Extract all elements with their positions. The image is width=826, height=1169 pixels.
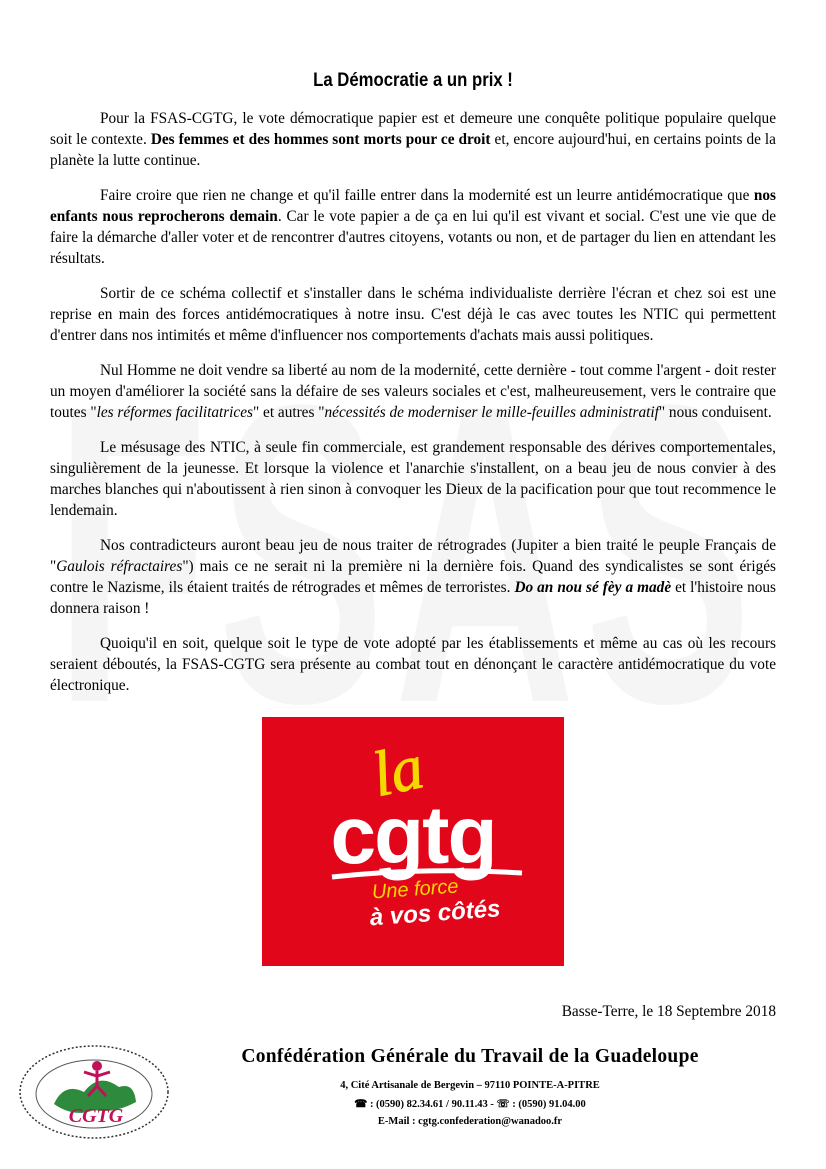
organization-email: E-Mail : cgtg.confederation@wanadoo.fr [377, 1116, 563, 1127]
figure-head-icon [92, 1061, 102, 1071]
paragraph-2: Faire croire que rien ne change et qu'il faille entrer dans la modernité est un leurre antidémocratique que nos enfants nous reprocherons demain. Car le vote papier a de ça en lui qu'il est vivant et social. C'est une vie que de faire la démarche d'aller voter et de rencontrer d'autres citoyens, votants ou non, et de partager du lien en attendant les résultats. [50, 187, 777, 267]
paragraph-7: Quoiqu'il en soit, quelque soit le type de vote adopté par les établissements et même au cas où les recours seraient déboutés, la FSAS-CGTG sera présente au combat tout en dénonçant le caractère antidémocratique du vote électronique. [50, 635, 776, 694]
document-title: La Démocratie a un prix ! [313, 70, 513, 91]
logo-la-text: la [365, 730, 430, 811]
cgtg-logo [262, 717, 564, 966]
emblem-cgtg-text: CGTG [68, 1105, 124, 1127]
cgtg-emblem [14, 1042, 170, 1142]
paragraph-3: Sortir de ce schéma collectif et s'installer dans le schéma individualiste derrière l'écran et chez soi est une reprise en main des forces antidémocratiques à notre insu. C'est déjà le cas avec toutes les NTIC qui permettent d'entrer dans nos intimités et même d'influencer nos comportements d'achats mais aussi politiques. [50, 285, 776, 344]
logo-slogan-line2: à vos côtés [368, 895, 502, 932]
document-date: Basse-Terre, le 18 Septembre 2018 [561, 1003, 776, 1020]
organization-phone: ☎ : (0590) 82.34.61 / 90.11.43 - ☏ : (0590) 91.04.00 [354, 1099, 586, 1110]
organization-address: 4, Cité Artisanale de Bergevin – 97110 POINTE-A-PITRE [340, 1080, 600, 1091]
paragraph-4: Nul Homme ne doit vendre sa liberté au nom de la modernité, cette dernière - tout comme l'argent - doit rester un moyen d'améliorer la société sans la défaire de ses valeurs sociales et c'est, malheureusement, vers le contraire que toutes "les réformes facilitatrices" et autres "nécessités de moderniser le mille-feuilles administratif" nous conduisent. [50, 362, 776, 421]
logo-cgtg-text: cgtg [330, 790, 496, 881]
paragraph-1: Pour la FSAS-CGTG, le vote démocratique papier est et demeure une conquête politique populaire quelque soit le contexte. Des femmes et des hommes sont morts pour ce droit et, encore aujourd'hui, en certains points de la planète la lutte continue. [50, 110, 776, 169]
logo-slogan-line1: Une force [371, 875, 460, 904]
document-body [50, 108, 776, 710]
organization-name: Confédération Générale du Travail de la Guadeloupe [241, 1046, 699, 1067]
paragraph-5: Le mésusage des NTIC, à seule fin commerciale, est grandement responsable des dérives comportementales, singulièrement de la jeunesse. Et lorsque la violence et l'anarchie s'installent, on a beau jeu de nous convier à des marches blanches qui n'aboutissent à rien sinon à convoquer les Dieux de la pacification pour que tout recommence le lendemain. [50, 439, 776, 519]
paragraph-6: Nos contradicteurs auront beau jeu de nous traiter de rétrogrades (Jupiter a bien traité le peuple Français de "Gaulois réfractaires") mais ce ne serait ni la première ni la dernière fois. Quand des syndicalistes se sont érigés contre le Nazisme, ils étaient traités de rétrogrades et mêmes de terroristes. Do an nou sé fèy a madè et l'histoire nous donnera raison ! [50, 537, 776, 617]
